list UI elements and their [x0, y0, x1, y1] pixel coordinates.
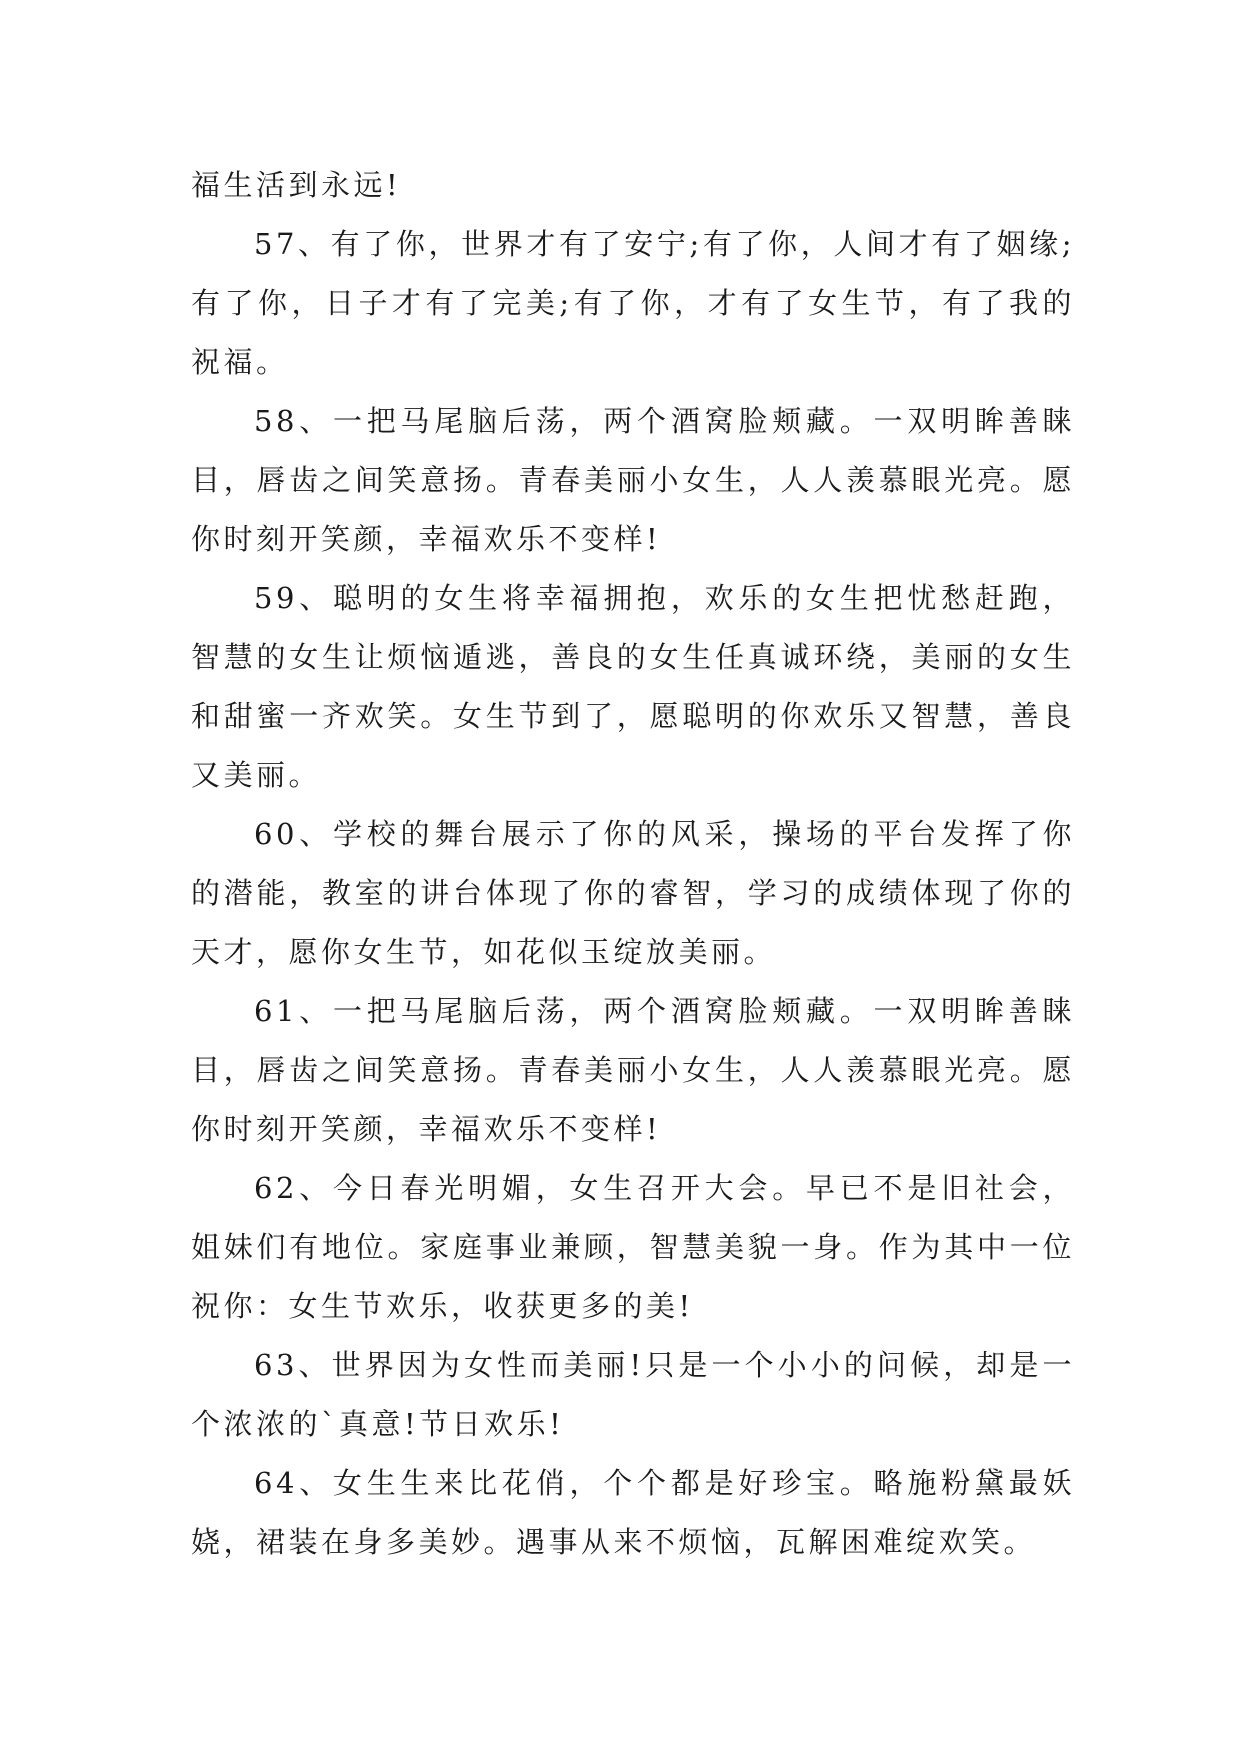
paragraph-57: 57、有了你，世界才有了安宁;有了你，人间才有了姻缘;有了你，日子才有了完美;有了你，才有了女生节，有了我的祝福。 — [191, 227, 1075, 379]
paragraph-58: 58、一把马尾脑后荡，两个酒窝脸颊藏。一双明眸善睐目，唇齿之间笑意扬。青春美丽小女生，人人羡慕眼光亮。愿你时刻开笑颜，幸福欢乐不变样! — [191, 404, 1075, 556]
paragraph-63: 63、世界因为女性而美丽!只是一个小小的问候，却是一个浓浓的`真意!节日欢乐! — [191, 1348, 1075, 1441]
document-page — [191, 156, 1075, 1572]
paragraph-59: 59、聪明的女生将幸福拥抱，欢乐的女生把忧愁赶跑，智慧的女生让烦恼遁逃，善良的女生任真诚环绕，美丽的女生和甜蜜一齐欢笑。女生节到了，愿聪明的你欢乐又智慧，善良又美丽。 — [191, 581, 1075, 792]
paragraph-61: 61、一把马尾脑后荡，两个酒窝脸颊藏。一双明眸善睐目，唇齿之间笑意扬。青春美丽小女生，人人羡慕眼光亮。愿你时刻开笑颜，幸福欢乐不变样! — [191, 994, 1075, 1146]
paragraph-62: 62、今日春光明媚，女生召开大会。早已不是旧社会，姐妹们有地位。家庭事业兼顾，智慧美貌一身。作为其中一位祝你：女生节欢乐，收获更多的美! — [191, 1171, 1075, 1323]
paragraph-60: 60、学校的舞台展示了你的风采，操场的平台发挥了你的潜能，教室的讲台体现了你的睿智，学习的成绩体现了你的天才，愿你女生节，如花似玉绽放美丽。 — [191, 817, 1075, 969]
paragraph-64: 64、女生生来比花俏，个个都是好珍宝。略施粉黛最妖娆，裙装在身多美妙。遇事从来不烦恼，瓦解困难绽欢笑。 — [191, 1466, 1075, 1559]
paragraph-continuation: 福生活到永远! — [191, 168, 402, 202]
